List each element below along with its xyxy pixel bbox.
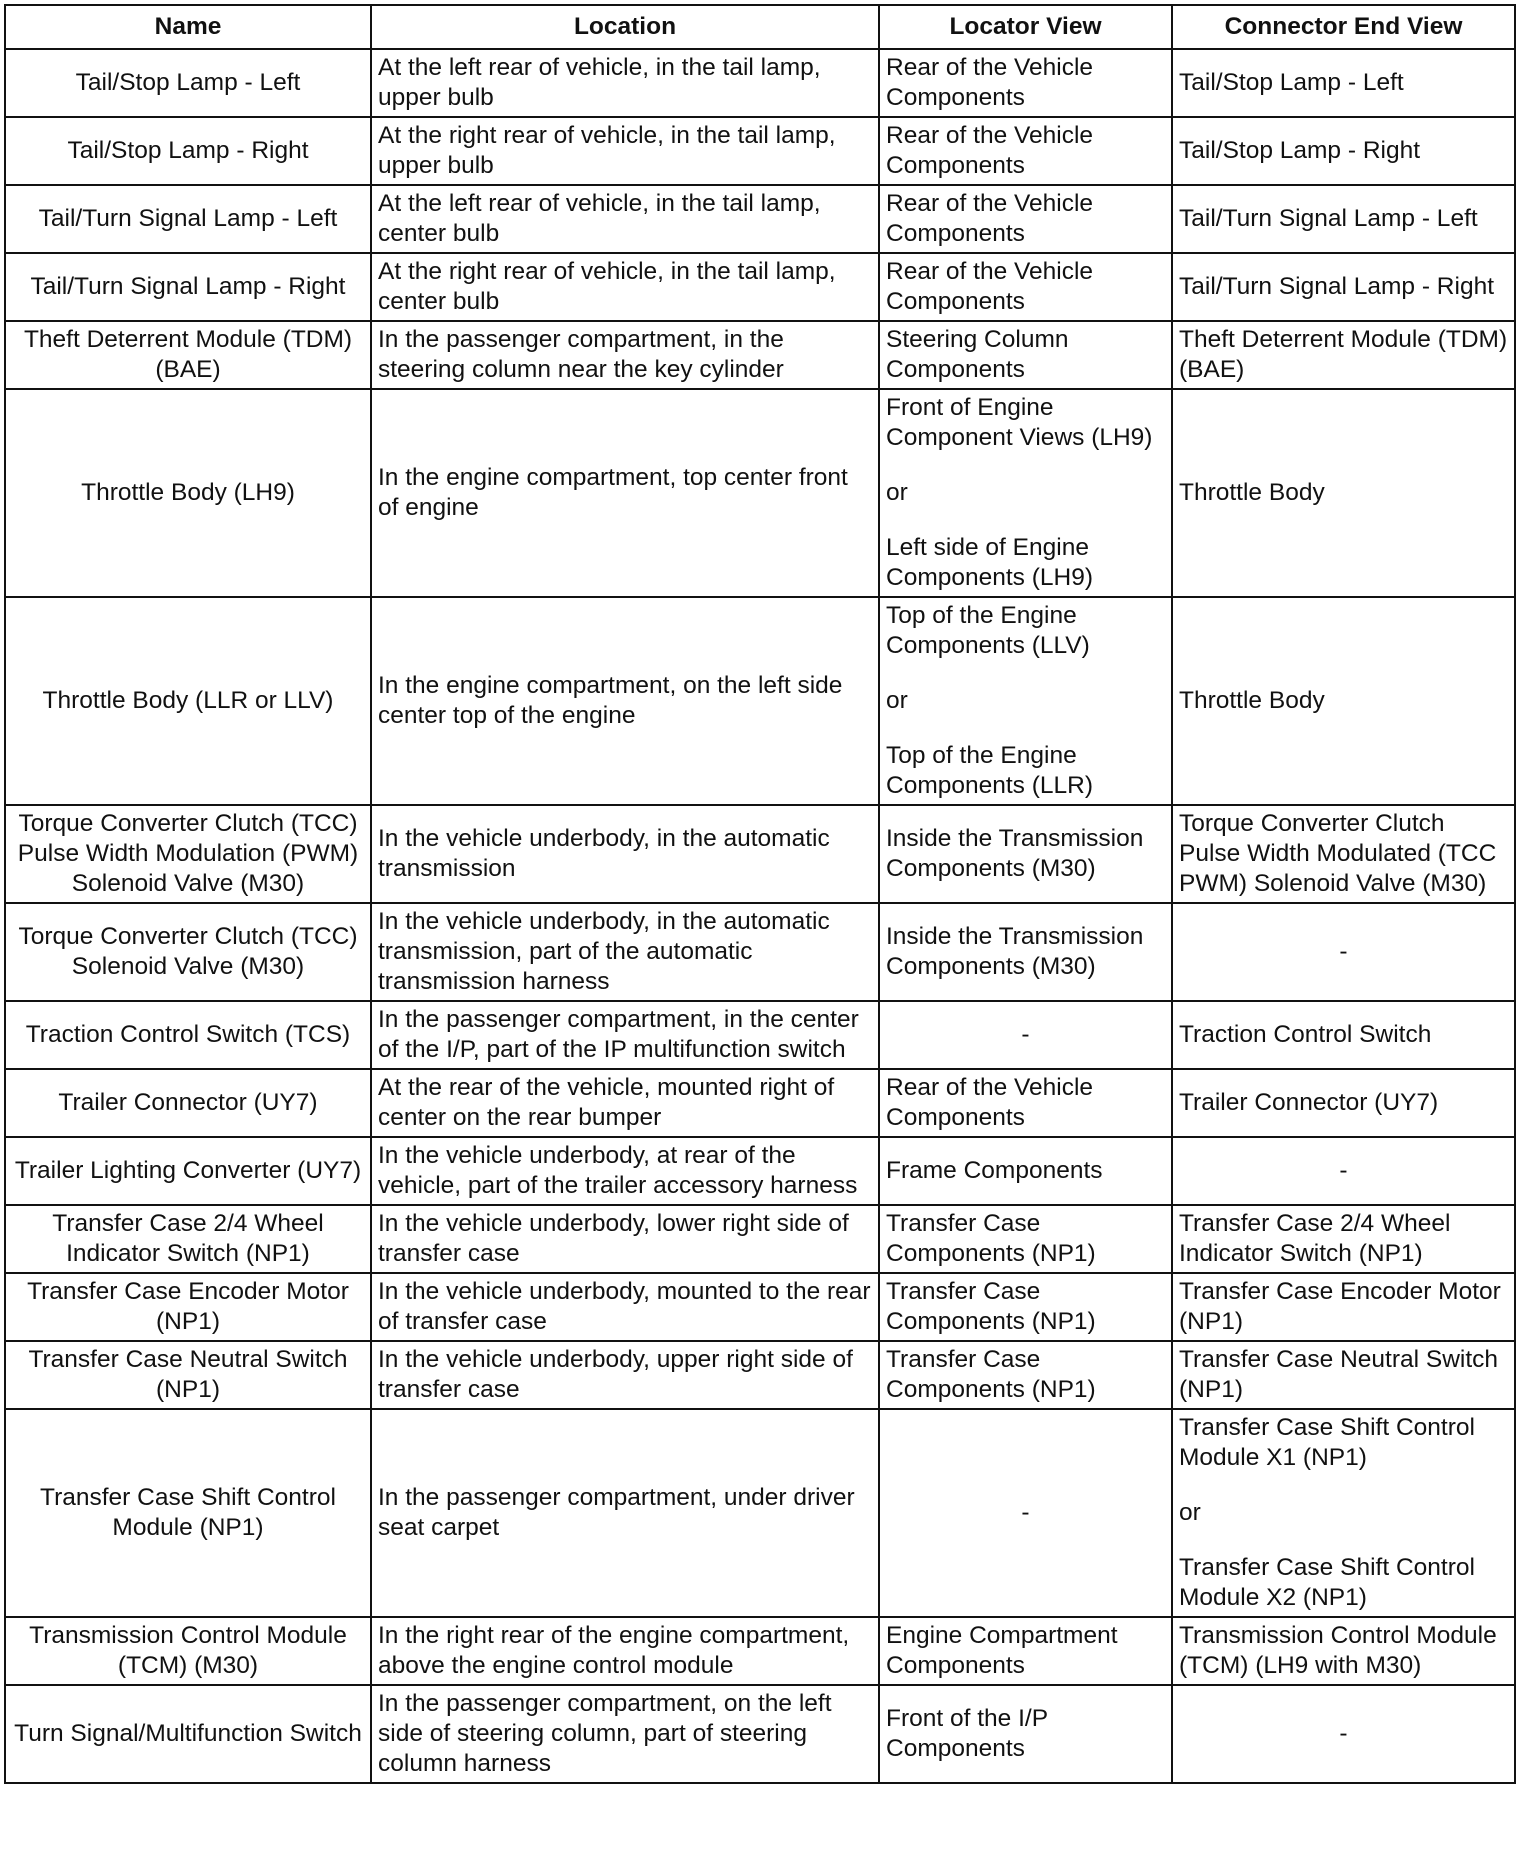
cell-connector-end-view [1172, 253, 1515, 321]
cell-locator-view-text: Inside the Transmission Components (M30) [886, 923, 1144, 980]
cell-connector-end-view-text: Transfer Case Encoder Motor (NP1) [1179, 1278, 1501, 1335]
cell-connector-end-view-text: Tail/Turn Signal Lamp - Left [1179, 205, 1478, 232]
cell-connector-end-view-text: Tail/Turn Signal Lamp - Right [1179, 273, 1495, 300]
cell-locator-view-text: - [1021, 1499, 1030, 1526]
cell-locator-view [879, 185, 1172, 253]
cell-locator-view-text: Steering Column Components [886, 326, 1069, 383]
cell-name: Trailer Lighting Converter (UY7) [5, 1137, 371, 1205]
cell-connector-end-view [1172, 805, 1515, 903]
cell-locator-view [879, 903, 1172, 1001]
cell-location: In the passenger compartment, in the center of the I/P, part of the IP multifunction switch [371, 1001, 879, 1069]
cell-connector-end-view [1172, 1685, 1515, 1783]
table-row [5, 1273, 1515, 1341]
table-row [5, 597, 1515, 805]
cell-name: Trailer Connector (UY7) [5, 1069, 371, 1137]
cell-locator-view [879, 1341, 1172, 1409]
cell-connector-end-view-text: Transfer Case 2/4 Wheel Indicator Switch (NP1) [1179, 1210, 1451, 1267]
cell-location: In the passenger compartment, under driver seat carpet [371, 1409, 879, 1617]
cell-location: In the engine compartment, top center front of engine [371, 389, 879, 597]
cell-locator-view-text: Top of the Engine Components (LLV) [886, 602, 1090, 659]
cell-connector-end-view [1172, 1137, 1515, 1205]
cell-name: Transmission Control Module (TCM) (M30) [5, 1617, 371, 1685]
cell-location: At the left rear of vehicle, in the tail lamp, upper bulb [371, 49, 879, 117]
cell-locator-view [879, 1069, 1172, 1137]
cell-location: In the passenger compartment, in the steering column near the key cylinder [371, 321, 879, 389]
cell-locator-view-text: Inside the Transmission Components (M30) [886, 825, 1144, 882]
cell-locator-view [879, 389, 1172, 597]
cell-name: Tail/Stop Lamp - Left [5, 49, 371, 117]
cell-connector-end-view-text: - [1339, 938, 1348, 965]
cell-location: At the left rear of vehicle, in the tail lamp, center bulb [371, 185, 879, 253]
cell-location: In the vehicle underbody, lower right side of transfer case [371, 1205, 879, 1273]
table-row [5, 117, 1515, 185]
cell-locator-view [879, 1273, 1172, 1341]
cell-locator-view-text: Transfer Case Components (NP1) [886, 1346, 1096, 1403]
cell-connector-end-view [1172, 185, 1515, 253]
cell-name: Torque Converter Clutch (TCC) Solenoid Valve (M30) [5, 903, 371, 1001]
table-row [5, 185, 1515, 253]
component-locator-table [4, 4, 1516, 1784]
cell-connector-end-view [1172, 389, 1515, 597]
cell-locator-view-text: Front of the I/P Components [886, 1705, 1048, 1762]
cell-connector-end-view [1172, 903, 1515, 1001]
cell-name: Tail/Turn Signal Lamp - Right [5, 253, 371, 321]
cell-location: At the right rear of vehicle, in the tail lamp, center bulb [371, 253, 879, 321]
cell-locator-view [879, 49, 1172, 117]
cell-name: Throttle Body (LH9) [5, 389, 371, 597]
cell-connector-end-view-text: Throttle Body [1179, 687, 1325, 714]
table-row [5, 1685, 1515, 1783]
cell-locator-view-text: or [886, 479, 908, 506]
paragraph-gap [886, 453, 1165, 478]
cell-connector-end-view [1172, 117, 1515, 185]
cell-locator-view [879, 321, 1172, 389]
cell-connector-end-view-text: - [1339, 1157, 1348, 1184]
cell-location: In the engine compartment, on the left side center top of the engine [371, 597, 879, 805]
cell-connector-end-view-text: Transfer Case Shift Control Module X1 (NP1) [1179, 1414, 1475, 1471]
cell-locator-view-text: Top of the Engine Components (LLR) [886, 742, 1093, 799]
cell-connector-end-view [1172, 49, 1515, 117]
cell-connector-end-view-text: Trailer Connector (UY7) [1179, 1089, 1439, 1116]
cell-connector-end-view [1172, 1617, 1515, 1685]
cell-locator-view-text: Front of Engine Component Views (LH9) [886, 394, 1153, 451]
cell-name: Turn Signal/Multifunction Switch [5, 1685, 371, 1783]
cell-locator-view-text: Rear of the Vehicle Components [886, 258, 1094, 315]
cell-connector-end-view [1172, 1205, 1515, 1273]
cell-name: Torque Converter Clutch (TCC) Pulse Width Modulation (PWM) Solenoid Valve (M30) [5, 805, 371, 903]
cell-name: Transfer Case 2/4 Wheel Indicator Switch (NP1) [5, 1205, 371, 1273]
table-row [5, 1205, 1515, 1273]
cell-locator-view [879, 253, 1172, 321]
cell-locator-view [879, 597, 1172, 805]
cell-location: In the right rear of the engine compartment, above the engine control module [371, 1617, 879, 1685]
cell-location: In the vehicle underbody, at rear of the vehicle, part of the trailer accessory harness [371, 1137, 879, 1205]
cell-connector-end-view [1172, 1409, 1515, 1617]
cell-connector-end-view-text: or [1179, 1499, 1201, 1526]
table-row [5, 1341, 1515, 1409]
table-body [5, 49, 1515, 1783]
cell-location: In the vehicle underbody, upper right side of transfer case [371, 1341, 879, 1409]
table-row [5, 1069, 1515, 1137]
cell-name: Throttle Body (LLR or LLV) [5, 597, 371, 805]
paragraph-gap [886, 661, 1165, 686]
cell-name: Transfer Case Shift Control Module (NP1) [5, 1409, 371, 1617]
cell-connector-end-view [1172, 1273, 1515, 1341]
cell-connector-end-view-text: Transmission Control Module (TCM) (LH9 with M30) [1179, 1622, 1497, 1679]
cell-locator-view [879, 1137, 1172, 1205]
table-row [5, 1001, 1515, 1069]
cell-name: Traction Control Switch (TCS) [5, 1001, 371, 1069]
cell-locator-view-text: Transfer Case Components (NP1) [886, 1210, 1096, 1267]
cell-name: Tail/Turn Signal Lamp - Left [5, 185, 371, 253]
paragraph-gap [886, 508, 1165, 533]
table-row [5, 49, 1515, 117]
cell-name: Transfer Case Encoder Motor (NP1) [5, 1273, 371, 1341]
cell-locator-view-text: Left side of Engine Components (LH9) [886, 534, 1093, 591]
cell-connector-end-view [1172, 597, 1515, 805]
table-row [5, 253, 1515, 321]
cell-connector-end-view [1172, 1001, 1515, 1069]
cell-locator-view-text: - [1021, 1021, 1030, 1048]
cell-location: In the vehicle underbody, mounted to the rear of transfer case [371, 1273, 879, 1341]
table-row [5, 903, 1515, 1001]
table-row [5, 805, 1515, 903]
cell-location: At the rear of the vehicle, mounted right of center on the rear bumper [371, 1069, 879, 1137]
cell-locator-view-text: Rear of the Vehicle Components [886, 54, 1094, 111]
column-header-location: Location [371, 5, 879, 49]
cell-connector-end-view-text: Transfer Case Shift Control Module X2 (NP1) [1179, 1554, 1475, 1611]
cell-locator-view [879, 1001, 1172, 1069]
column-header-connector-end-view: Connector End View [1172, 5, 1515, 49]
cell-connector-end-view-text: Theft Deterrent Module (TDM) (BAE) [1179, 326, 1508, 383]
table-row [5, 1137, 1515, 1205]
cell-location: In the passenger compartment, on the left side of steering column, part of steering column harness [371, 1685, 879, 1783]
paragraph-gap [1179, 1473, 1508, 1498]
cell-locator-view-text: Transfer Case Components (NP1) [886, 1278, 1096, 1335]
cell-connector-end-view-text: Torque Converter Clutch Pulse Width Modulated (TCC PWM) Solenoid Valve (M30) [1179, 810, 1497, 897]
cell-locator-view-text: Rear of the Vehicle Components [886, 190, 1094, 247]
cell-connector-end-view-text: Traction Control Switch [1179, 1021, 1432, 1048]
cell-locator-view [879, 1205, 1172, 1273]
table-row [5, 389, 1515, 597]
cell-connector-end-view-text: Throttle Body [1179, 479, 1325, 506]
column-header-locator-view: Locator View [879, 5, 1172, 49]
cell-connector-end-view [1172, 1069, 1515, 1137]
cell-location: In the vehicle underbody, in the automatic transmission [371, 805, 879, 903]
cell-connector-end-view [1172, 321, 1515, 389]
paragraph-gap [1179, 1528, 1508, 1553]
cell-locator-view-text: or [886, 687, 908, 714]
column-header-name: Name [5, 5, 371, 49]
cell-locator-view [879, 1685, 1172, 1783]
cell-locator-view-text: Frame Components [886, 1157, 1103, 1184]
cell-name: Tail/Stop Lamp - Right [5, 117, 371, 185]
table-row [5, 1617, 1515, 1685]
cell-connector-end-view [1172, 1341, 1515, 1409]
table-row [5, 1409, 1515, 1617]
cell-connector-end-view-text: Transfer Case Neutral Switch (NP1) [1179, 1346, 1499, 1403]
paragraph-gap [886, 716, 1165, 741]
cell-locator-view-text: Rear of the Vehicle Components [886, 122, 1094, 179]
cell-location: At the right rear of vehicle, in the tail lamp, upper bulb [371, 117, 879, 185]
cell-name: Transfer Case Neutral Switch (NP1) [5, 1341, 371, 1409]
cell-locator-view [879, 1617, 1172, 1685]
cell-connector-end-view-text: Tail/Stop Lamp - Right [1179, 137, 1421, 164]
cell-locator-view-text: Engine Compartment Components [886, 1622, 1118, 1679]
cell-locator-view-text: Rear of the Vehicle Components [886, 1074, 1094, 1131]
cell-name: Theft Deterrent Module (TDM) (BAE) [5, 321, 371, 389]
cell-location: In the vehicle underbody, in the automatic transmission, part of the automatic transmission harness [371, 903, 879, 1001]
table-row [5, 321, 1515, 389]
cell-connector-end-view-text: - [1339, 1720, 1348, 1747]
cell-connector-end-view-text: Tail/Stop Lamp - Left [1179, 69, 1404, 96]
header-row [5, 5, 1515, 49]
cell-locator-view [879, 805, 1172, 903]
cell-locator-view [879, 1409, 1172, 1617]
cell-locator-view [879, 117, 1172, 185]
